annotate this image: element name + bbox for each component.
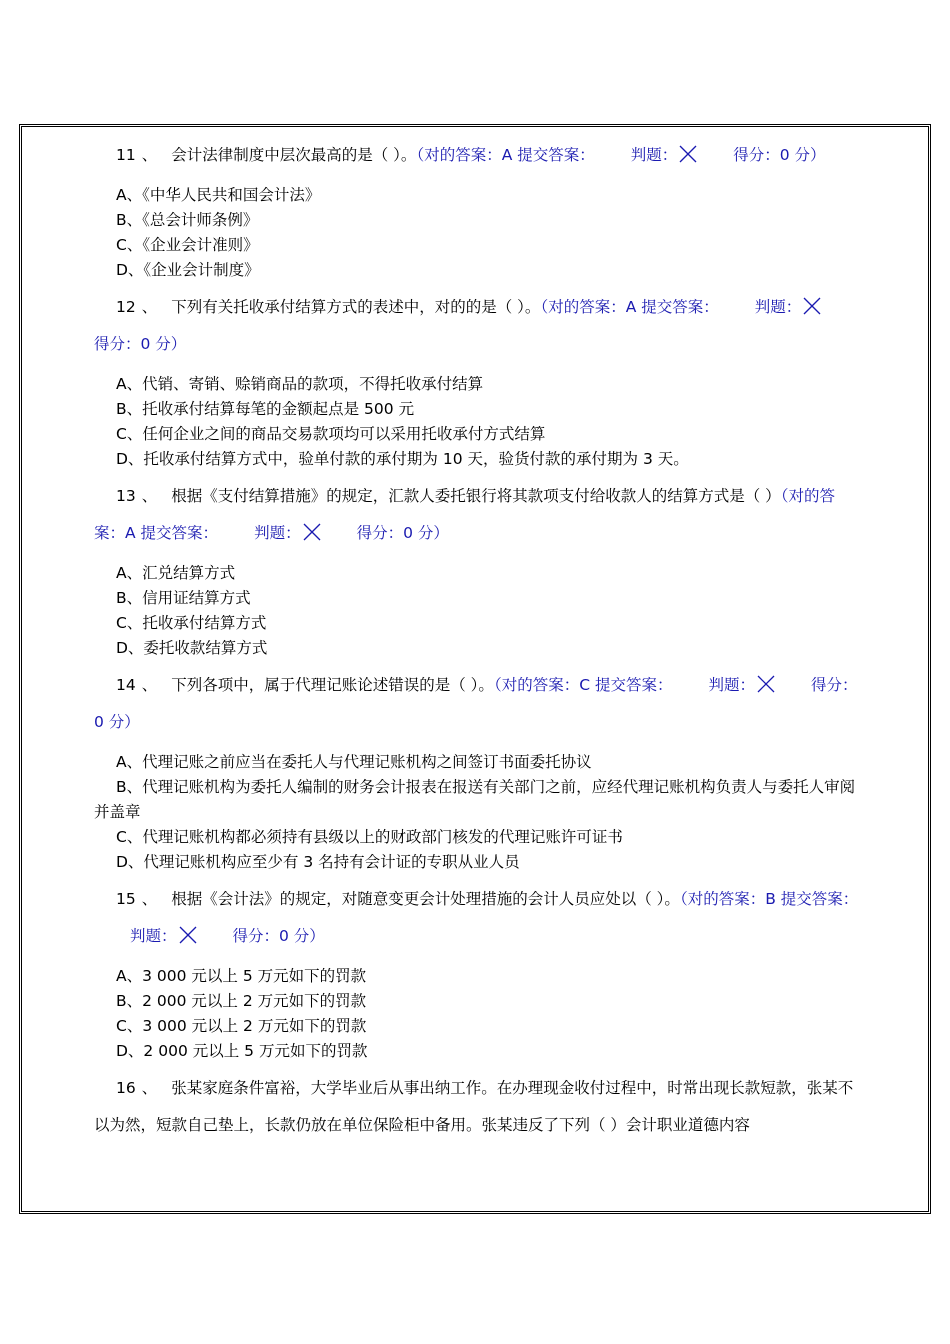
- option-a: A、代销、寄销、赊销商品的款项，不得托收承付结算: [116, 375, 484, 393]
- wrong-mark-icon: [803, 297, 821, 315]
- question-text: 张某家庭条件富裕，大学毕业后从事出纳工作。在办理现金收付过程中，时常出现长款短款，张某不以为然，短款自己垫上，长款仍放在单位保险柜中备用。张某违反了下列（ ）会计职业道德内容: [94, 1079, 854, 1134]
- wrong-mark-icon: [179, 926, 197, 944]
- option-list: [94, 561, 864, 661]
- question-number: 16: [116, 1079, 136, 1097]
- submitted-answer-label: 提交答案：: [517, 146, 595, 164]
- correct-answer: （对的答案：A: [540, 298, 637, 316]
- question-11: [94, 137, 864, 174]
- option-b: B、2 000 元以上 2 万元如下的罚款: [116, 992, 367, 1010]
- question-number: 11: [116, 146, 136, 164]
- wrong-mark-icon: [757, 675, 775, 693]
- question-number: 14: [116, 676, 136, 694]
- wrong-mark-icon: [303, 523, 321, 541]
- submitted-answer-label: 提交答案：: [594, 676, 673, 694]
- option-c: C、托收承付结算方式: [116, 614, 267, 632]
- option-b: B、代理记账机构为委托人编制的财务会计报表在报送有关部门之前，应经代理记账机构负责人与委托人审阅并盖章: [94, 778, 856, 821]
- option-b: B、托收承付结算每笔的金额起点是 500 元: [116, 400, 415, 418]
- judge-label: 判题：: [754, 298, 802, 316]
- score-label: 得分：0 分）: [733, 146, 826, 164]
- score-label: 得分：0 分）: [94, 335, 187, 353]
- question-number: 12: [116, 298, 136, 316]
- judge-label: 判题：: [130, 927, 177, 945]
- score-label: 得分：0 分）: [356, 524, 449, 542]
- judge-label: 判题：: [708, 676, 755, 694]
- correct-answer: （对的答案：B: [679, 890, 776, 908]
- submitted-answer-label: 提交答案：: [641, 298, 719, 316]
- option-c: C、任何企业之间的商品交易款项均可以采用托收承付方式结算: [116, 425, 546, 443]
- option-a: A、代理记账之前应当在委托人与代理记账机构之间签订书面委托协议: [116, 753, 592, 771]
- option-d: D、《企业会计制度》: [116, 261, 260, 279]
- question-14: [94, 667, 864, 741]
- question-separator: 、: [141, 487, 158, 505]
- judge-label: 判题：: [630, 146, 678, 164]
- option-c: C、《企业会计准则》: [116, 236, 259, 254]
- judge-label: 判题：: [254, 524, 301, 542]
- answer-info: [416, 146, 825, 164]
- question-text: 会计法律制度中层次最高的是（ ）。: [171, 146, 417, 164]
- question-13: [94, 478, 864, 552]
- correct-answer: （对的答案：A: [416, 146, 513, 164]
- question-12: [94, 289, 864, 363]
- question-separator: 、: [141, 890, 158, 908]
- question-separator: 、: [141, 298, 158, 316]
- question-number: 13: [116, 487, 136, 505]
- question-list: [94, 137, 864, 1144]
- question-text: 下列各项中，属于代理记账论述错误的是（ ）。: [171, 676, 494, 694]
- wrong-mark-icon: [679, 145, 697, 163]
- option-b: B、《总会计师条例》: [116, 211, 259, 229]
- submitted-answer-label: 提交答案：: [140, 524, 219, 542]
- option-a: A、《中华人民共和国会计法》: [116, 186, 321, 204]
- question-number: 15: [116, 890, 136, 908]
- option-list: [94, 372, 864, 472]
- score-label: 得分：0 分）: [94, 676, 858, 731]
- option-d: D、委托收款结算方式: [116, 639, 268, 657]
- option-d: D、托收承付结算方式中，验单付款的承付期为 10 天，验货付款的承付期为 3 天。: [116, 450, 689, 468]
- question-16: [94, 1070, 864, 1144]
- document-frame: [19, 124, 931, 1214]
- option-b: B、信用证结算方式: [116, 589, 251, 607]
- question-separator: 、: [141, 1079, 158, 1097]
- option-list: [94, 964, 864, 1064]
- submitted-answer-label: 提交答案：: [780, 890, 859, 908]
- question-text: 下列有关托收承付结算方式的表述中，对的的是（ ）。: [171, 298, 541, 316]
- option-a: A、汇兑结算方式: [116, 564, 236, 582]
- question-15: [94, 881, 864, 955]
- question-text: 根据《支付结算措施》的规定，汇款人委托银行将其款项支付给收款人的结算方式是（ ）: [171, 487, 781, 505]
- question-text: 根据《会计法》的规定，对随意变更会计处理措施的会计人员应处以（ ）。: [171, 890, 680, 908]
- option-d: D、2 000 元以上 5 万元如下的罚款: [116, 1042, 368, 1060]
- correct-answer: （对的答案：C: [493, 676, 591, 694]
- option-d: D、代理记账机构应至少有 3 名持有会计证的专职从业人员: [116, 853, 520, 871]
- score-label: 得分：0 分）: [232, 927, 325, 945]
- option-a: A、3 000 元以上 5 万元如下的罚款: [116, 967, 367, 985]
- option-list: [94, 183, 864, 283]
- correct-answer: （对的答案：A: [94, 487, 835, 542]
- question-separator: 、: [141, 146, 158, 164]
- option-c: C、代理记账机构都必须持有县级以上的财政部门核发的代理记账许可证书: [116, 828, 623, 846]
- option-list: [94, 750, 864, 875]
- question-separator: 、: [141, 676, 158, 694]
- option-c: C、3 000 元以上 2 万元如下的罚款: [116, 1017, 367, 1035]
